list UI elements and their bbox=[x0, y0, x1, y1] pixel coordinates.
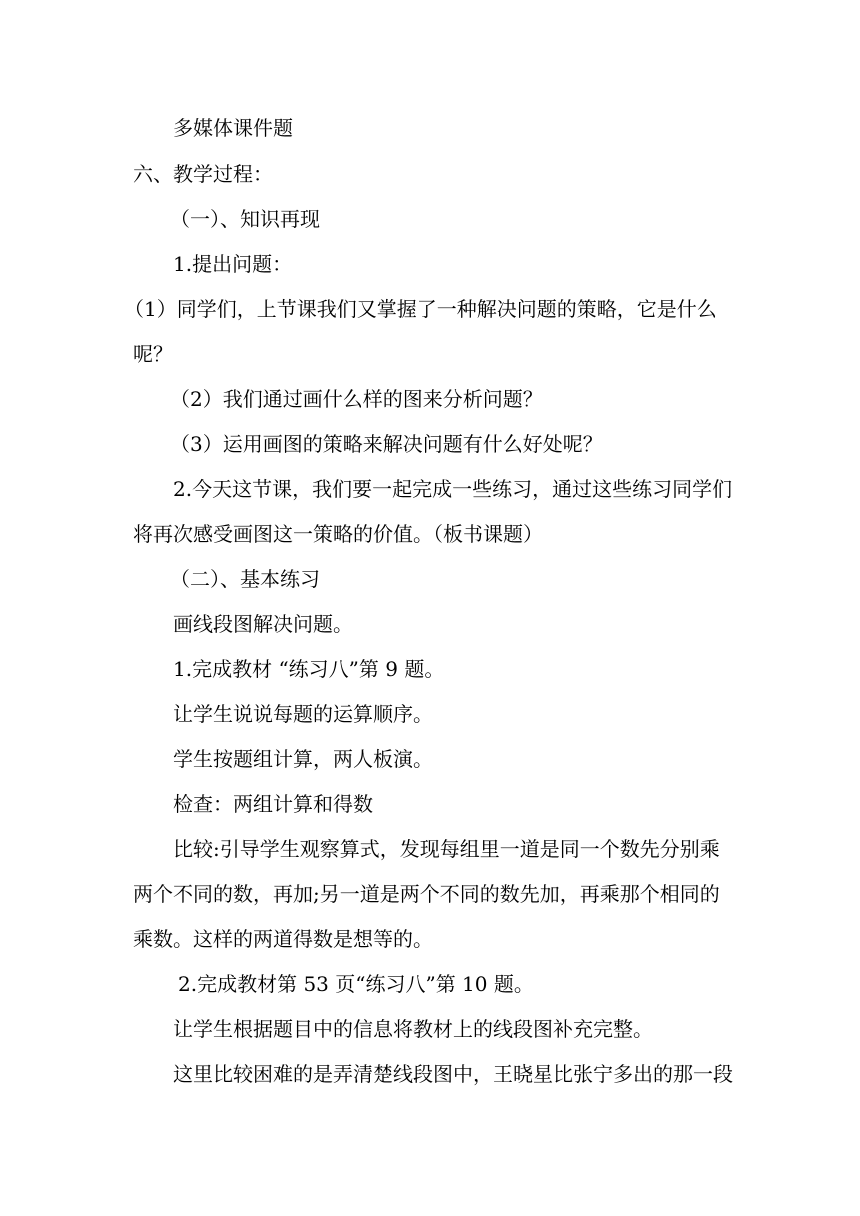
section-heading: 六、教学过程： bbox=[133, 162, 273, 186]
text-line: 呢？ bbox=[133, 342, 173, 366]
text-line: 将再次感受画图这一策略的价值。（板书课题） bbox=[133, 522, 543, 546]
text-line: 画线段图解决问题。 bbox=[173, 612, 353, 636]
text-line: 检查：两组计算和得数 bbox=[173, 792, 373, 816]
text-line: 1.完成教材 “练习八”第 9 题。 bbox=[173, 657, 445, 681]
text-line: 1.提出问题： bbox=[173, 252, 293, 276]
text-line: 比较:引导学生观察算式，发现每组里一道是同一个数先分别乘 bbox=[173, 837, 720, 861]
text-line: 2.今天这节课，我们要一起完成一些练习，通过这些练习同学们 bbox=[173, 477, 733, 501]
text-line: 这里比较困难的是弄清楚线段图中，王晓星比张宁多出的那一段 bbox=[173, 1062, 733, 1086]
text-line: （1）同学们，上节课我们又掌握了一种解决问题的策略，它是什么 bbox=[124, 297, 717, 321]
subsection-heading: （二）、基本练习 bbox=[170, 567, 320, 591]
text-line: 乘数。这样的两道得数是想等的。 bbox=[133, 927, 433, 951]
subsection-heading: （一）、知识再现 bbox=[170, 207, 320, 231]
text-line: （3）运用画图的策略来解决问题有什么好处呢？ bbox=[170, 432, 603, 456]
text-line: 让学生根据题目中的信息将教材上的线段图补充完整。 bbox=[173, 1017, 653, 1041]
text-line: 2.完成教材第 53 页“练习八”第 10 题。 bbox=[178, 972, 534, 996]
text-line: 学生按题组计算，两人板演。 bbox=[173, 747, 433, 771]
text-line: 让学生说说每题的运算顺序。 bbox=[173, 702, 433, 726]
text-line: 两个不同的数，再加;另一道是两个不同的数先加，再乘那个相同的 bbox=[133, 882, 720, 906]
text-line: （2）我们通过画什么样的图来分析问题？ bbox=[170, 387, 543, 411]
text-line: 多媒体课件题 bbox=[173, 116, 293, 140]
